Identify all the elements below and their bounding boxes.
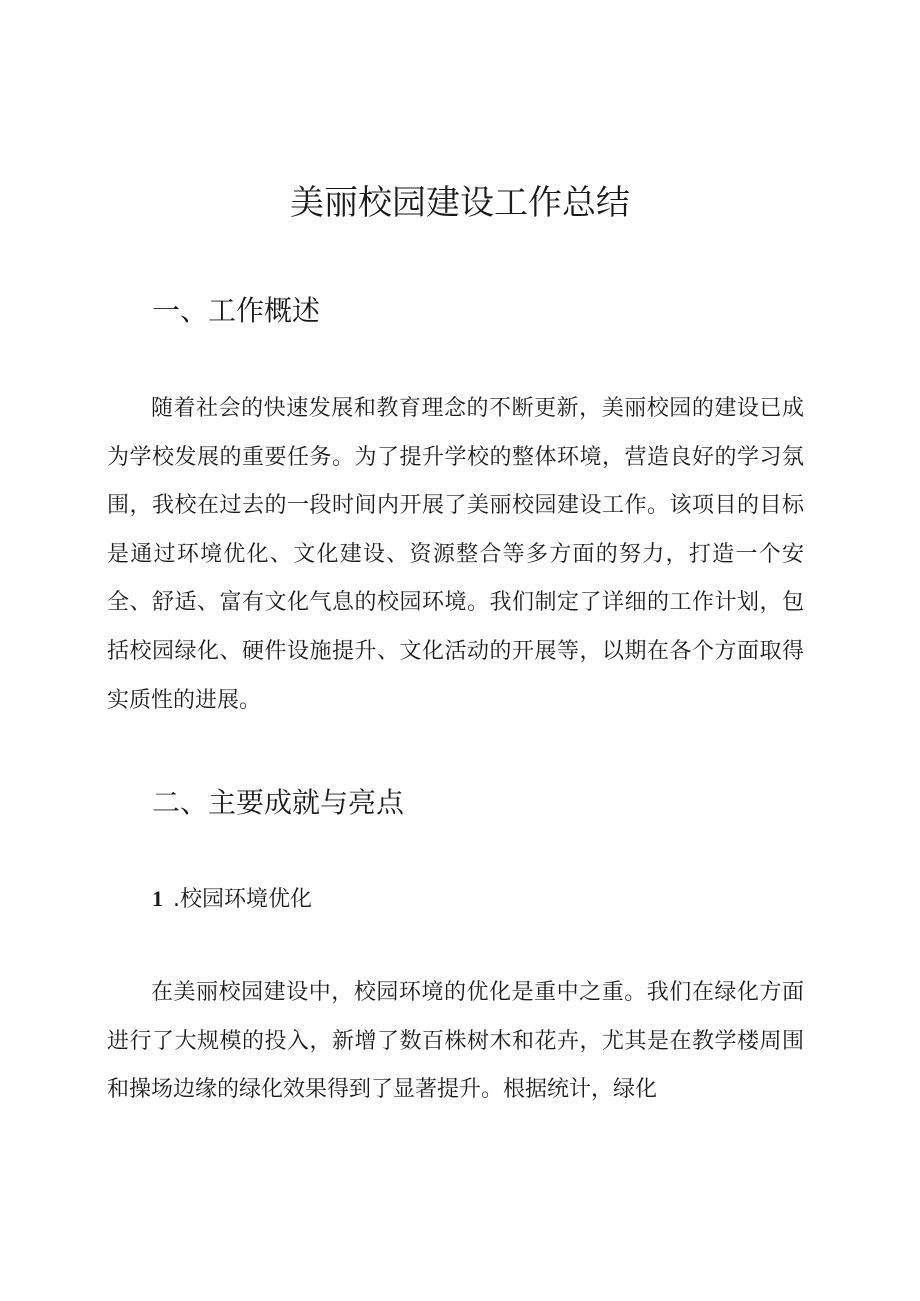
section-heading-overview: 一、工作概述 [152,294,321,327]
subsection-heading-environment [152,883,312,916]
subsection-number: 1 [152,886,163,911]
subsection-title: .校园环境优化 [173,887,312,912]
document-title: 美丽校园建设工作总结 [290,183,630,223]
overview-paragraph: 随着社会的快速发展和教育理念的不断更新，美丽校园的建设已成为学校发展的重要任务。为了提升学校的整体环境，营造良好的学习氛围，我校在过去的一段时间内开展了美丽校园建设工作。该项目的目标是通过环境优化、文化建设、资源整合等多方面的努力，打造一个安全、舒适、富有文化气息的校园环境。我们制定了详细的工作计划，包括校园绿化、硬件设施提升、文化活动的开展等，以期在各个方面取得实质性的进展。 [107,396,804,713]
environment-paragraph: 在美丽校园建设中，校园环境的优化是重中之重。我们在绿化方面进行了大规模的投入，新增了数百株树木和花卉，尤其是在教学楼周围和操场边缘的绿化效果得到了显著提升。根据统计，绿化 [107,980,804,1103]
section-heading-achievements: 二、主要成就与亮点 [152,786,405,819]
